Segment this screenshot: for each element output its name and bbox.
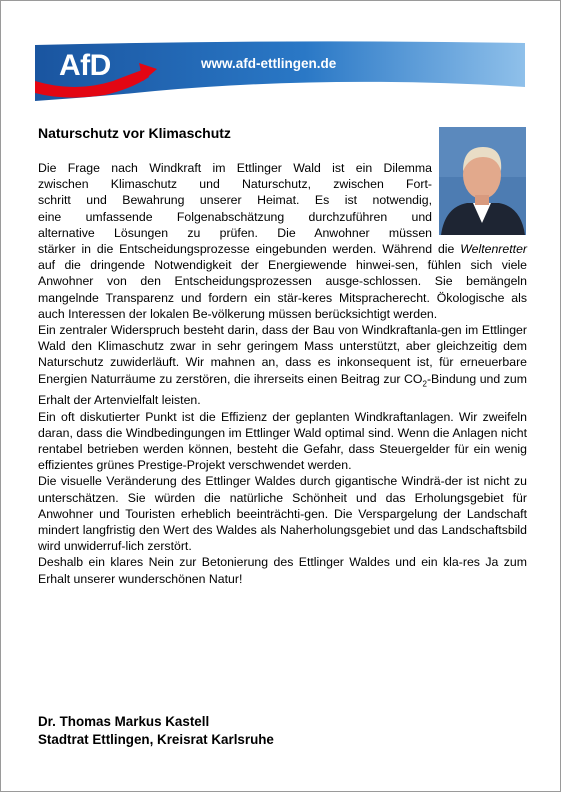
paragraph-2-text: Ein zentraler Widerspruch besteht darin, dass der Bau von Windkraftanla-gen im Ettlinger Wald den Klimaschutz zwar in sehr geringem Mass unterstützt, aber gleichzeitig dem Naturschutz zuwiderläuft. Wir mahnen an, dass es inkonsequent ist, für erneuerbare Energien Naturräume zu zerstören, die ihrerseits einen Beitrag zur CO	[38, 323, 527, 386]
website-url: www.afd-ettlingen.de	[201, 56, 337, 71]
paragraph-1-line: alternative Lösungen zu prüfen. Die Anwohner müssen	[38, 225, 432, 240]
paragraph-1-line: Die Frage nach Windkraft im Ettlinger Wald ist ein Dilemma	[38, 161, 432, 175]
paragraph-3: Ein oft diskutierter Punkt ist die Effizienz der geplanten Windkraftanlagen. Wir zweifeln daran, dass die Windbedingungen im Ettlinger Wald optimal sind. Wenn die Anlagen nicht rentabel betrieben werden können, besteht die Gefahr, dass Steuergelder für ein wenig effizientes grünes Prestige-Projekt verschwendet werden.	[38, 409, 527, 473]
paragraph-1	[38, 160, 527, 322]
paragraph-1-rest: stärker in die Entscheidungsprozesse eingebunden werden. Während die	[38, 242, 455, 257]
paragraph-1-intro	[38, 160, 432, 241]
header-banner	[35, 41, 525, 101]
paragraph-2-end: -Bindung und zum Erhalt der Artenvielfalt leisten.	[38, 371, 527, 408]
paragraph-1-line: eine umfassende Folgenabschätzung durchzuführen und	[38, 209, 432, 224]
emphasis-weltenretter: Weltenretter	[460, 242, 528, 257]
signature-block	[38, 713, 274, 749]
article-title: Naturschutz vor Klimaschutz	[38, 125, 231, 141]
paragraph-4: Die visuelle Veränderung des Ettlinger Waldes durch gigantische Windrä-der ist nicht zu unterschätzen. Sie würden die natürliche Schönheit und das Erholungsgebiet für Anwohner und Touristen erheblich beeinträchti-gen. Die Verspargelung der Landschaft mindert langfristig den Wert des Waldes als Naherholungsgebiet und das Landschaftsbild wird unwiderruf-lich zerstört.	[38, 474, 527, 554]
co2-subscript: 2	[422, 379, 427, 389]
paragraph-1-line: zwischen Klimaschutz und Naturschutz, zwischen Fort-	[38, 177, 432, 192]
afd-logo: AfD	[59, 49, 111, 82]
paragraph-5: Deshalb ein klares Nein zur Betonierung des Ettlinger Waldes und ein kla-res Ja zum Erhalt unserer wunderschönen Natur!	[38, 555, 527, 586]
paragraph-1-line: schritt und Bewahrung unserer Heimat. Es ist notwendig,	[38, 193, 432, 208]
author-role: Stadtrat Ettlingen, Kreisrat Karlsruhe	[38, 732, 274, 747]
paragraph-1-end: auf die dringende Notwendigkeit der Energiewende hinwei-sen, fühlen sich viele Anwohner von den Entscheidungsprozessen ausge-schlossen. Sie bemängeln mangelnde Transparenz und fordern ein stär-keres Mitspracherecht. Ökologische als auch Interessen der lokalen Be-völkerung müssen berücksichtigt werden.	[38, 258, 527, 321]
author-name: Dr. Thomas Markus Kastell	[38, 714, 210, 729]
paragraph-2	[38, 322, 527, 408]
article-body	[38, 160, 527, 587]
